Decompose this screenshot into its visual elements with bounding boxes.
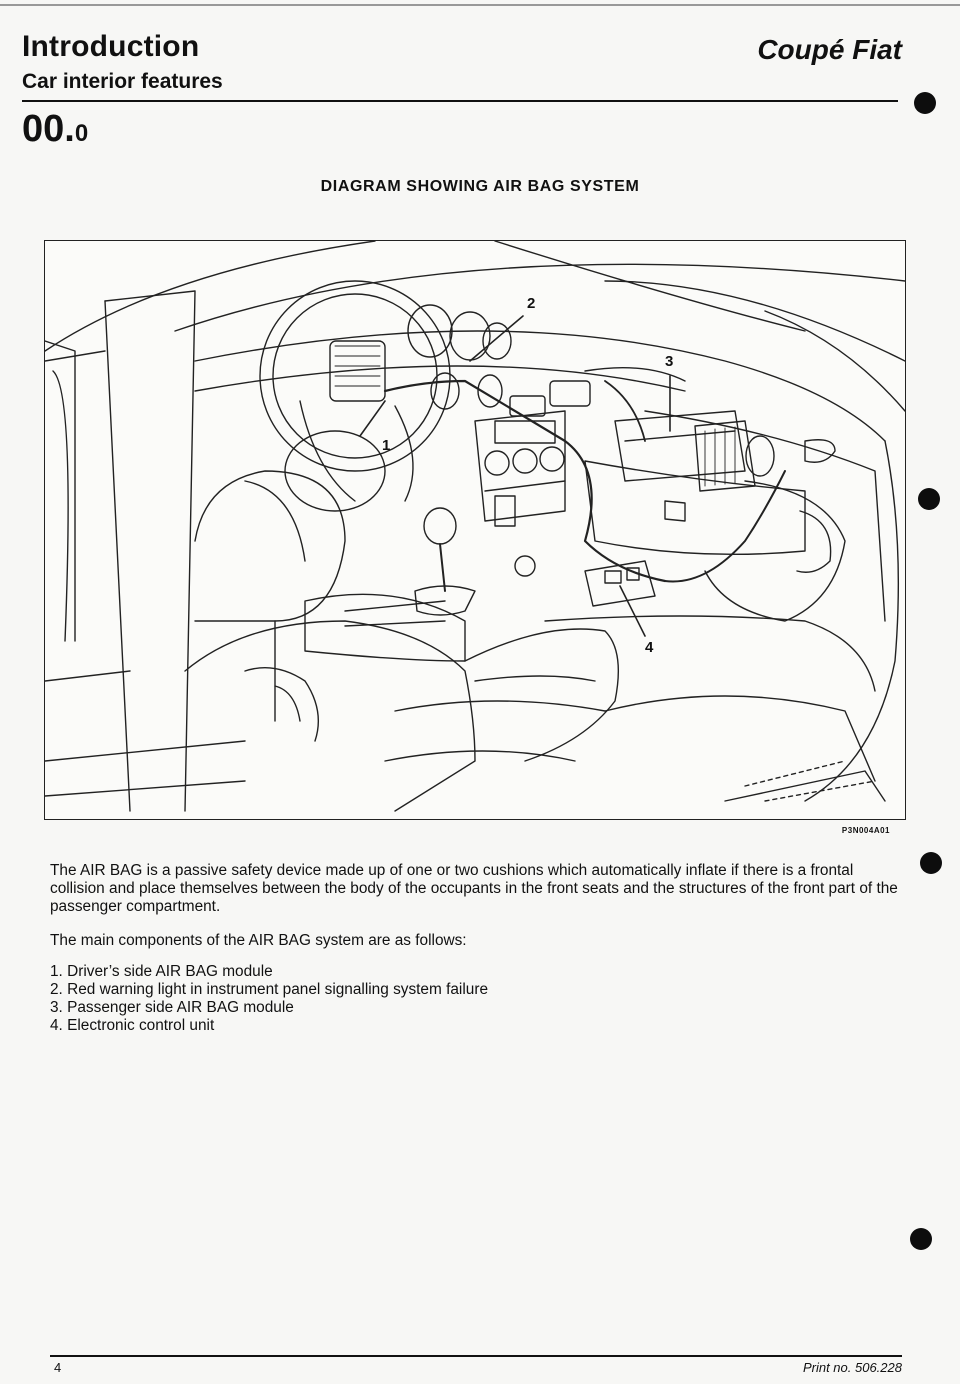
header-rule bbox=[22, 100, 898, 102]
section-number bbox=[22, 108, 88, 151]
airbag-diagram-figure bbox=[44, 240, 906, 820]
brand-name: Coupé Fiat bbox=[757, 34, 902, 65]
section-number-main: 00. bbox=[22, 108, 75, 150]
punch-hole-icon bbox=[910, 1228, 932, 1250]
list-item: 1. Driver’s side AIR BAG module bbox=[50, 963, 273, 980]
punch-hole-icon bbox=[914, 92, 936, 114]
callout-4: 4 bbox=[645, 639, 654, 656]
callout-1: 1 bbox=[382, 437, 391, 454]
diagram-title: DIAGRAM SHOWING AIR BAG SYSTEM bbox=[320, 178, 640, 195]
components-intro: The main components of the AIR BAG system are as follows: bbox=[50, 932, 467, 949]
section-number-sub: 0 bbox=[74, 120, 89, 147]
print-number: Print no. 506.228 bbox=[802, 1360, 902, 1375]
callout-2: 2 bbox=[527, 295, 536, 312]
subsection-title: Car interior features bbox=[22, 70, 223, 93]
punch-hole-icon bbox=[918, 488, 940, 510]
page-number: 4 bbox=[54, 1360, 62, 1375]
intro-paragraph: The AIR BAG is a passive safety device made up of one or two cushions which automatically inflate if there is a frontal collision and place themselves between the body of the occupants in the front seats and the structures of the front part of the passenger compartment. bbox=[50, 862, 898, 915]
figure-code: P3N004A01 bbox=[841, 826, 890, 835]
punch-hole-icon bbox=[920, 852, 942, 874]
car-interior-illustration bbox=[45, 241, 905, 819]
footer-rule bbox=[50, 1355, 902, 1357]
section-title: Introduction bbox=[22, 30, 200, 63]
top-rule bbox=[0, 4, 960, 6]
list-item: 3. Passenger side AIR BAG module bbox=[50, 999, 294, 1016]
components-list bbox=[50, 963, 908, 1035]
list-item: 4. Electronic control unit bbox=[50, 1017, 215, 1034]
list-item: 2. Red warning light in instrument panel signalling system failure bbox=[50, 981, 489, 998]
callout-3: 3 bbox=[665, 353, 674, 370]
